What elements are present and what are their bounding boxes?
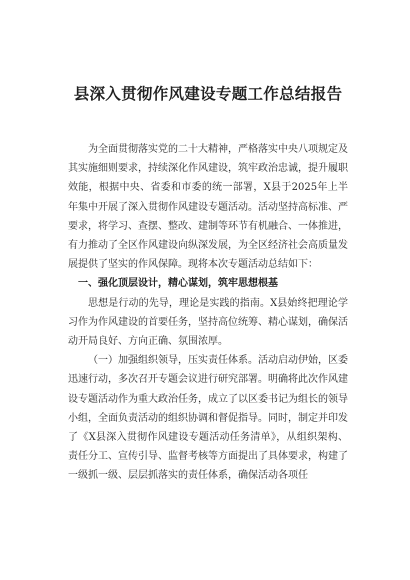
- section-heading-1: 一、强化顶层设计，精心谋划，筑牢思想根基: [78, 278, 278, 290]
- subsection-1-paragraph: （一）加强组织领导，压实责任体系。活动启动伊始，区委迅速行动，多次召开专题会议进行研究部署。明确将此次作风建设专题活动作为重大政治任务，成立了以区委书记为组长的领导小组，全面负责活动的组织协调和督促指导。同时，制定并印发了《X县深入贯彻作风建设专题活动任务清单》，从组织架构、责任分工、宣传引导、监督考核等方面提出了具体要求，构建了一级抓一级、层层抓落实的责任体系，确保活动各项任: [68, 355, 348, 482]
- document-title: 县深入贯彻作风建设专题工作总结报告: [73, 85, 343, 103]
- section-1-paragraph: 思想是行动的先导，理论是实践的指南。X县始终把理论学习作为作风建设的首要任务，坚持高位统筹、精心谋划，确保活动开局良好、方向正确、氛围浓厚。: [68, 297, 348, 348]
- intro-paragraph: 为全面贯彻落实党的二十大精神，严格落实中央八项规定及其实施细则要求，持续深化作风建设，筑牢政治忠诚，提升履职效能，根据中央、省委和市委的统一部署，X县于2025年上半年集中开展了深入贯彻作风建设专题活动。活动坚持高标准、严要求，将学习、查摆、整改、建制等环节有机融合、一体推进，有力推动了全区作风建设向纵深发展，为全区经济社会高质量发展提供了坚实的作风保障。现将本次专题活动总结如下：: [68, 144, 348, 271]
